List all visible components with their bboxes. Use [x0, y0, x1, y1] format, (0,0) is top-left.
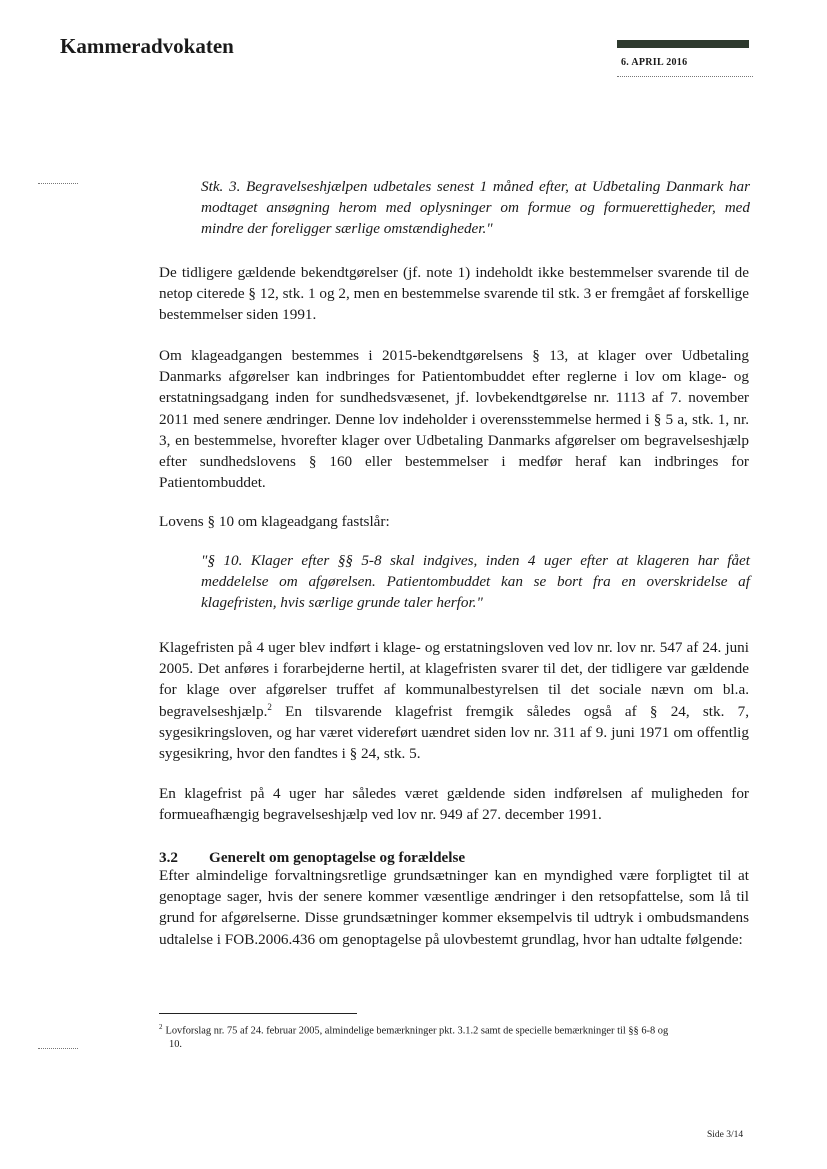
footnote-number: 2	[159, 1023, 163, 1031]
paragraph-formueafhaengig: En klagefrist på 4 uger har således været gældende siden indførelsen af muligheden for formueafhængig begravelseshjælp ved lov nr. 949 af 27. december 1991.	[159, 785, 749, 824]
footnote-divider	[159, 1013, 357, 1014]
header-divider	[617, 76, 753, 77]
header-bar	[617, 40, 749, 48]
paragraph-klagefristen	[159, 637, 749, 764]
footnote-reference: 2	[267, 701, 272, 712]
paragraph-bekendtgoerelser: De tidligere gældende bekendtgørelser (jf. note 1) indeholdt ikke bestemmelser svarende til de netop citerede § 12, stk. 1 og 2, men en bestemmelse svarende til stk. 3 er fremgået af forskellige bestemmelser siden 1991.	[159, 264, 749, 324]
section-title: Generelt om genoptagelse og forældelse	[209, 849, 466, 866]
paragraph-klageadgang: Om klageadgangen bestemmes i 2015-bekendtgørelsens § 13, at klager over Udbetaling Danmarks afgørelser kan indbringes for Patientombuddet efter reglerne i lov om klage- og erstatningsadgang inden for sundhedsvæsenet, jf. lovbekendtgørelse nr. 1113 af 7. november 2011 med senere ændringer. Denne lov indeholder i overensstemmelse hermed i § 5 a, stk. 1, nr. 3, en bestemmelse, hvorefter klager over Udbetaling Danmarks afgørelser om begravelseshjælp efter sundhedslovens § 160 eller bestemmelser i medfør heraf kan indbringes for Patientombuddet.	[159, 347, 749, 492]
margin-mark-top	[38, 183, 78, 184]
document-date: 6. APRIL 2016	[621, 57, 688, 68]
paragraph-klagefristen-part1: Klagefristen på 4 uger blev indført i klage- og erstatningsloven ved lov nr. lov nr. 547 af 24. juni 2005. Det anføres i forarbejderne hertil, at klagefristen svarer til det, der tidligere var gældende for klage over afgørelser truffet af kommunalbestyrelsen til det sociale nævn om bl.a. begravelseshjælp.	[159, 639, 749, 720]
page-number: Side 3/14	[707, 1130, 744, 1140]
block-quote-paragraf-10: "§ 10. Klager efter §§ 5-8 skal indgives, inden 4 uger efter at klageren har fået meddelelse om afgørelsen. Patientombuddet kan se bort fra en overskridelse af klagefristen, hvis særlige grunde taler herfor."	[201, 552, 750, 612]
footnote-text-continued: 10.	[169, 1039, 182, 1051]
firm-name: Kammeradvokaten	[60, 34, 234, 58]
section-number: 3.2	[159, 849, 178, 866]
paragraph-lovens-10: Lovens § 10 om klageadgang fastslår:	[159, 513, 390, 530]
block-quote-stk3: Stk. 3. Begravelseshjælpen udbetales senest 1 måned efter, at Udbetaling Danmark har modtaget ansøgning herom med oplysninger om formue og formuerettigheder, med mindre der foreligger særlige omstændigheder."	[201, 178, 750, 238]
margin-mark-bottom	[38, 1048, 78, 1049]
footnote	[159, 1020, 751, 1052]
footnote-text: Lovforslag nr. 75 af 24. februar 2005, almindelige bemærkninger pkt. 3.1.2 samt de specielle bemærkninger til §§ 6-8 og	[165, 1025, 669, 1037]
paragraph-klagefristen-part2: En tilsvarende klagefrist fremgik således også af § 24, stk. 7, sygesikringsloven, og har været videreført uændret siden lov nr. 311 af 9. juni 1971 om offentlig sygesikring, hvor den fandtes i § 24, stk. 5.	[159, 702, 749, 763]
paragraph-genoptagelse: Efter almindelige forvaltningsretlige grundsætninger kan en myndighed være forpligtet til at genoptage sager, hvis der senere kommer væsentlige ændringer i den retsopfattelse, som lå til grund for afgørelserne. Disse grundsætninger kommer eksempelvis til udtryk i ombudsmandens udtalelse i FOB.2006.436 om genoptagelse på ulovbestemt grundlag, hvor han udtalte følgende:	[159, 867, 749, 948]
